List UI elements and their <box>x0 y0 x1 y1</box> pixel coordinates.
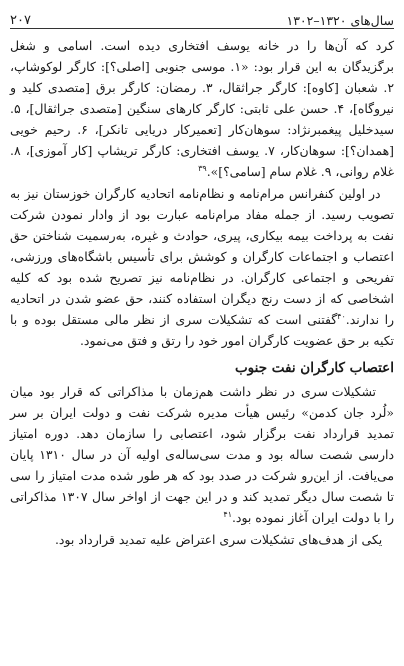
section-heading: اعتصاب کارگران نفت جنوب <box>234 360 394 376</box>
paragraph-2-tail: گفتنی است که تشکیلات سری از نظر مالی مستقل بوده و با تکیه بر حق عضویت کارگران امور خود را رتق و فتق می‌نمود. <box>10 312 394 348</box>
paragraph-4 <box>10 529 394 550</box>
page-header <box>10 6 394 29</box>
paragraph-2-text: در اولین کنفرانس مرام‌نامه و نظام‌نامه اتحادیه کارگران خوزستان نیز به تصویب رسید. از جمله مفاد مرام‌نامه عبارت بود از وادار نمودن شرکت نفت به پرداخت بیمه بیکاری، پیری، حوادث و غیره، به‌رسمیت شناختن حق اعتصاب و اجتماعات کارگران و کوشش برای تأسیس باشگاه‌های ورزشی، تفریحی و اجتماعی کارگران. در نظام‌نامه نیز تصریح شده بود که کلیه اشخاصی که از دست رنج دیگران استفاده کنند، حق عضو شدن در اتحادیه را ندارند. <box>10 186 394 327</box>
paragraph-3 <box>10 381 394 528</box>
paragraph-1 <box>10 35 394 182</box>
paragraph-2 <box>10 183 394 351</box>
footnote-ref-39: ۳۹ <box>198 163 207 173</box>
page-number: ۲۰۷ <box>10 13 31 28</box>
paragraph-3-text: تشکیلات سری در نظر داشت هم‌زمان با مذاکراتی که قرار بود میان «لُرد جان کدمن» رئیس هیأت مدیره شرکت نفت و دولت ایران بر سر تمدید قرارداد نفت برگزار شود، اعتصابی را سازمان دهد. دوره امتیاز دارسی شصت ساله بود و مدت سی‌ساله‌ی اولیه آن در سال ۱۳۱۰ پایان می‌یافت. از این‌رو شرکت در صدد بود که هر طور شده مدت امتیاز را سی تا شصت سال دیگر تمدید کند و در این جهت از اواخر سال ۱۳۰۷ مذاکراتی را با دولت ایران آغاز نموده بود. <box>10 384 394 525</box>
footnote-ref-41: ۴۱ <box>223 509 232 519</box>
paragraph-1-text: کرد که آن‌ها را در خانه یوسف افتخاری دیده است. اسامی و شغل برگزیدگان به این قرار بود: «۱. موسی جنوبی [اصلی؟]: کارگر لوکوشاپ، ۲. شعبان [کاوه]: کارگر جراثقال، ۳. رمضان: کارگر برق [متصدی کلید و نیروگاه]، ۴. حسن علی ثابتی: کارگر کارهای سنگین [متصدی جراثقال]، ۵. سیدخلیل پیغمبرنژاد: سوهان‌کار [تعمیرکار دریایی تانکر]، ۶. رحیم خویی [همدان؟]: سوهان‌کار، ۷. یوسف افتخاری: کارگر تریشاپ [کار آموزی]، ۸. غلام روانی، ۹. غلام سام [سامی؟]». <box>10 38 394 179</box>
paragraph-4-text: یکی از هدف‌های تشکیلات سری اعتراض علیه تمدید قرارداد بود. <box>54 532 383 547</box>
running-title: سال‌های ۱۳۲۰–۱۳۰۲ <box>286 13 394 28</box>
footnote-ref-40: ۴۰ <box>337 311 346 321</box>
